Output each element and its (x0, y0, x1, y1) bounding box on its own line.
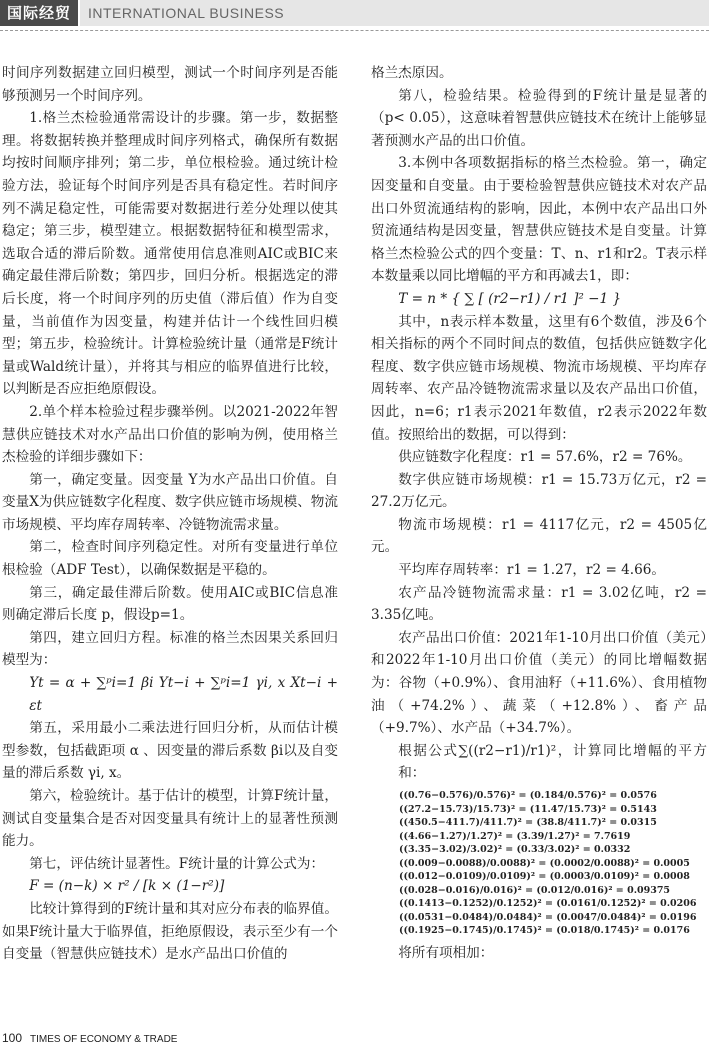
calculation-list (399, 789, 707, 938)
paragraph: 第七，评估统计显著性。F统计量的计算公式为： (29, 855, 325, 872)
paragraph: 第六，检验统计。基于估计的模型，计算F统计量，测试自变量集合是否对因变量具有统计上的显著性预测能力。 (2, 788, 338, 850)
calc-line: ((450.5−411.7)/411.7)² = (38.8/411.7)² = 0.0315 (399, 817, 657, 828)
calc-line: ((0.1413−0.1252)/0.1252)² = (0.0161/0.1252)² = 0.0206 (399, 898, 697, 909)
paragraph: 第五，采用最小二乘法进行回归分析，从而估计模型参数，包括截距项 α 、因变量的滞后系数 βi以及自变量的滞后系数 γi, x。 (2, 720, 338, 782)
t-formula: T = n * { ∑ [ (r2−r1) / r1 ]² −1 } (398, 290, 622, 307)
paragraph: 格兰杰原因。 (371, 65, 453, 81)
left-column (2, 62, 338, 966)
calc-line: ((3.35−3.02)/3.02)² = (0.33/3.02)² = 0.0332 (399, 844, 631, 855)
calc-line: ((0.76−0.576)/0.576)² = (0.184/0.576)² = 0.0576 (399, 790, 657, 801)
calc-line: ((0.1925−0.1745)/0.1745)² = (0.018/0.1745)² = 0.0176 (399, 925, 690, 936)
data-line: 物流市场规模：r1 = 4117亿元，r2 = 4505亿元。 (371, 516, 707, 556)
page-footer (2, 1031, 177, 1045)
paragraph: 第二，检查时间序列稳定性。对所有变量进行单位根检验（ADF Test），以确保数据是平稳的。 (2, 539, 338, 579)
paragraph: 时间序列数据建立回归模型，测试一个时间序列是否能够预测另一个时间序列。 (2, 65, 338, 104)
paragraph: 将所有项相加： (398, 944, 494, 961)
paragraph: 第一，确定变量。因变量 Y为水产品出口价值。自变量X为供应链数字化程度、数字供应链市场规模、物流市场规模、平均库存周转率、冷链物流需求量。 (2, 471, 338, 533)
data-line: 平均库存周转率：r1 = 1.27，r2 = 4.66。 (398, 562, 666, 579)
data-line: 供应链数字化程度：r1 = 57.6%，r2 = 76%。 (398, 449, 692, 466)
paragraph: 第四，建立回归方程。标准的格兰杰因果关系回归模型为： (2, 629, 338, 669)
calc-line: ((27.2−15.73)/15.73)² = (11.47/15.73)² = 0.5143 (399, 803, 657, 815)
paragraph: 3.本例中各项数据指标的格兰杰检验。第一，确定因变量和自变量。由于要检验智慧供应链技术对农产品出口外贸流通结构的影响，因此，本例中农产品出口外贸流通结构是因变量，智慧供应链技术是自变量。计算格兰杰检验公式的四个变量：T、n、r1和r2。T表示样本数量乘以同比增幅的平方和再减去1，即： (371, 155, 707, 285)
paragraph: 2.单个样本检验过程步骤举例。以2021-2022年智慧供应链技术对水产品出口价值的影响为例，使用格兰杰检验的详细步骤如下： (2, 403, 338, 466)
header-divider (0, 30, 709, 31)
section-title-en: INTERNATIONAL BUSINESS (80, 0, 709, 26)
calc-line: ((0.0531−0.0484)/0.0484)² = (0.0047/0.0484)² = 0.0196 (399, 911, 697, 923)
right-column (371, 62, 707, 964)
paragraph: 农产品出口价值：2021年1-10月出口价值（美元）和2022年1-10月出口价值（美元）的同比增幅数据为：谷物（+0.9%）、食用油籽（+11.6%）、食用植物油（+74.2%）、蔬菜（+12.8%）、畜产品（+9.7%）、水产品（+34.7%）。 (371, 629, 707, 737)
f-statistic-formula: F = (n−k) × r² / [k × (1−r²)] (29, 878, 225, 895)
calc-line: ((0.009−0.0088)/0.0088)² = (0.0002/0.0088)² = 0.0005 (399, 857, 690, 869)
calc-line: ((0.028−0.016)/0.016)² = (0.012/0.016)² = 0.09375 (399, 884, 671, 896)
calc-line: ((4.66−1.27)/1.27)² = (3.39/1.27)² = 7.7619 (399, 830, 631, 842)
sum-formula-line: 根据公式∑((r2−r1)/r1)²，计算同比增幅的平方和： (398, 742, 707, 782)
paragraph: 第三，确定最佳滞后阶数。使用AIC或BIC信息准则确定滞后长度 p，假设p=1。 (2, 584, 338, 624)
data-line: 农产品冷链物流需求量：r1 = 3.02亿吨，r2 = 3.35亿吨。 (371, 584, 707, 624)
paragraph: 比较计算得到的F统计量和其对应分布表的临界值。如果F统计量大于临界值，拒绝原假设，表示至少有一个自变量（智慧供应链技术）是水产品出口价值的 (2, 900, 338, 963)
paragraph: 第八，检验结果。检验得到的F统计量是显著的（p< 0.05），这意味着智慧供应链技术在统计上能够显著预测水产品的出口价值。 (371, 87, 707, 149)
paragraph: 1.格兰杰检验通常需设计的步骤。第一步，数据整理。将数据转换并整理成时间序列格式，确保所有数据均按时间顺序排列；第二步，单位根检验。通过统计检验方法，验证每个时间序列是否具有稳定性。若时间序列不满足稳定性，可能需要对数据进行差分处理以使其稳定；第三步，模型建立。根据数据特征和模型需求，选取合适的滞后阶数。通常使用信息准则AIC或BIC来确定最佳滞后阶数；第四步，回归分析。根据选定的滞后长度，将一个时间序列的历史值（滞后值）作为自变量，当前值作为因变量，构建并估计一个线性回归模型；第五步，检验统计。计算检验统计量（通常是F统计量或Wald统计量），并将其与相应的临界值进行比较，以判断是否应拒绝原假设。 (2, 110, 338, 398)
data-line: 数字供应链市场规模：r1 = 15.73万亿元，r2 = 27.2万亿元。 (371, 471, 707, 511)
section-title-cn: 国际经贸 (0, 0, 78, 26)
calc-line: ((0.012−0.0109)/0.0109)² = (0.0003/0.0109)² = 0.0008 (399, 871, 690, 882)
paragraph: 其中，n表示样本数量，这里有6个数值，涉及6个相关指标的两个不同时间点的数值，包括供应链数字化程度、数字供应链市场规模、物流市场规模、平均库存周转率、农产品冷链物流需求量以及农产品出口价值，因此，n=6；r1表示2021年数值，r2表示2022年数值。按照给出的数据，可以得到： (371, 313, 707, 443)
regression-formula: Yt = α + ∑ᵖi=1 βi Yt−i + ∑ᵖi=1 γi, x Xt−i + εt (29, 675, 338, 714)
page-header (0, 0, 709, 26)
page-number: 100 (2, 1031, 23, 1045)
journal-name: TIMES OF ECONOMY & TRADE (30, 1034, 178, 1045)
